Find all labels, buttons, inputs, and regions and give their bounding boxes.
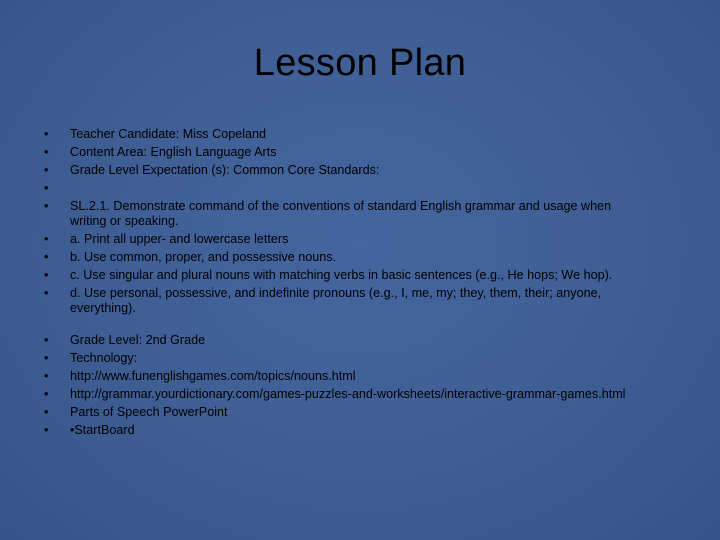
list-item [40, 250, 630, 265]
bullet-icon: • [44, 286, 49, 300]
bullet-icon: • [44, 405, 49, 419]
list-item-text: SL.2.1. Demonstrate command of the conventions of standard English grammar and usage when writing or speaking. [70, 199, 612, 228]
bullet-icon: • [44, 163, 49, 177]
bullet-icon: • [44, 232, 49, 246]
bullet-icon: • [44, 127, 49, 141]
bullet-icon: • [44, 351, 49, 365]
list-item-text: Grade Level: 2nd Grade [70, 333, 206, 347]
list-item-text: b. Use common, proper, and possessive nouns. [70, 250, 337, 264]
list-item [40, 423, 630, 438]
list-item-text: d. Use personal, possessive, and indefinite pronouns (e.g., I, me, my; they, them, their; anyone, everything). [70, 286, 602, 315]
list-item-text: Teacher Candidate: Miss Copeland [70, 127, 267, 141]
list-item-text: Grade Level Expectation (s): Common Core Standards: [70, 163, 380, 177]
bullet-icon: • [44, 333, 49, 347]
bullet-icon: • [44, 387, 49, 401]
bullet-icon: • [44, 199, 49, 213]
list-item [40, 387, 630, 402]
list-item-text: •StartBoard [70, 423, 135, 437]
list-item-text: Parts of Speech PowerPoint [70, 405, 228, 419]
list-item [40, 351, 630, 366]
list-item-text: Technology: [70, 351, 138, 365]
list-item [40, 181, 630, 196]
bullet-icon: • [44, 369, 49, 383]
list-item-text: http://www.funenglishgames.com/topics/nouns.html [70, 369, 356, 383]
list-item [40, 127, 630, 142]
slide-title: Lesson Plan [253, 42, 467, 84]
list-item [40, 145, 630, 160]
list-item [40, 405, 630, 420]
list-item [40, 268, 630, 283]
bullet-icon: • [44, 423, 49, 437]
list-item [40, 333, 630, 348]
list-item [40, 369, 630, 384]
bullet-icon: • [44, 268, 49, 282]
list-item-text: Content Area: English Language Arts [70, 145, 277, 159]
list-item [40, 286, 630, 316]
list-item [40, 232, 630, 247]
list-item [40, 199, 630, 229]
list-item-text: http://grammar.yourdictionary.com/games-puzzles-and-worksheets/interactive-grammar-games.html [70, 387, 626, 401]
list-item [40, 163, 630, 178]
bullet-list [40, 127, 630, 441]
bullet-icon: • [44, 250, 49, 264]
bullet-icon: • [44, 145, 49, 159]
bullet-icon: • [44, 181, 49, 195]
list-item-text: c. Use singular and plural nouns with matching verbs in basic sentences (e.g., He hops; We hop). [70, 268, 613, 282]
list-item-text: a. Print all upper- and lowercase letters [70, 232, 289, 246]
